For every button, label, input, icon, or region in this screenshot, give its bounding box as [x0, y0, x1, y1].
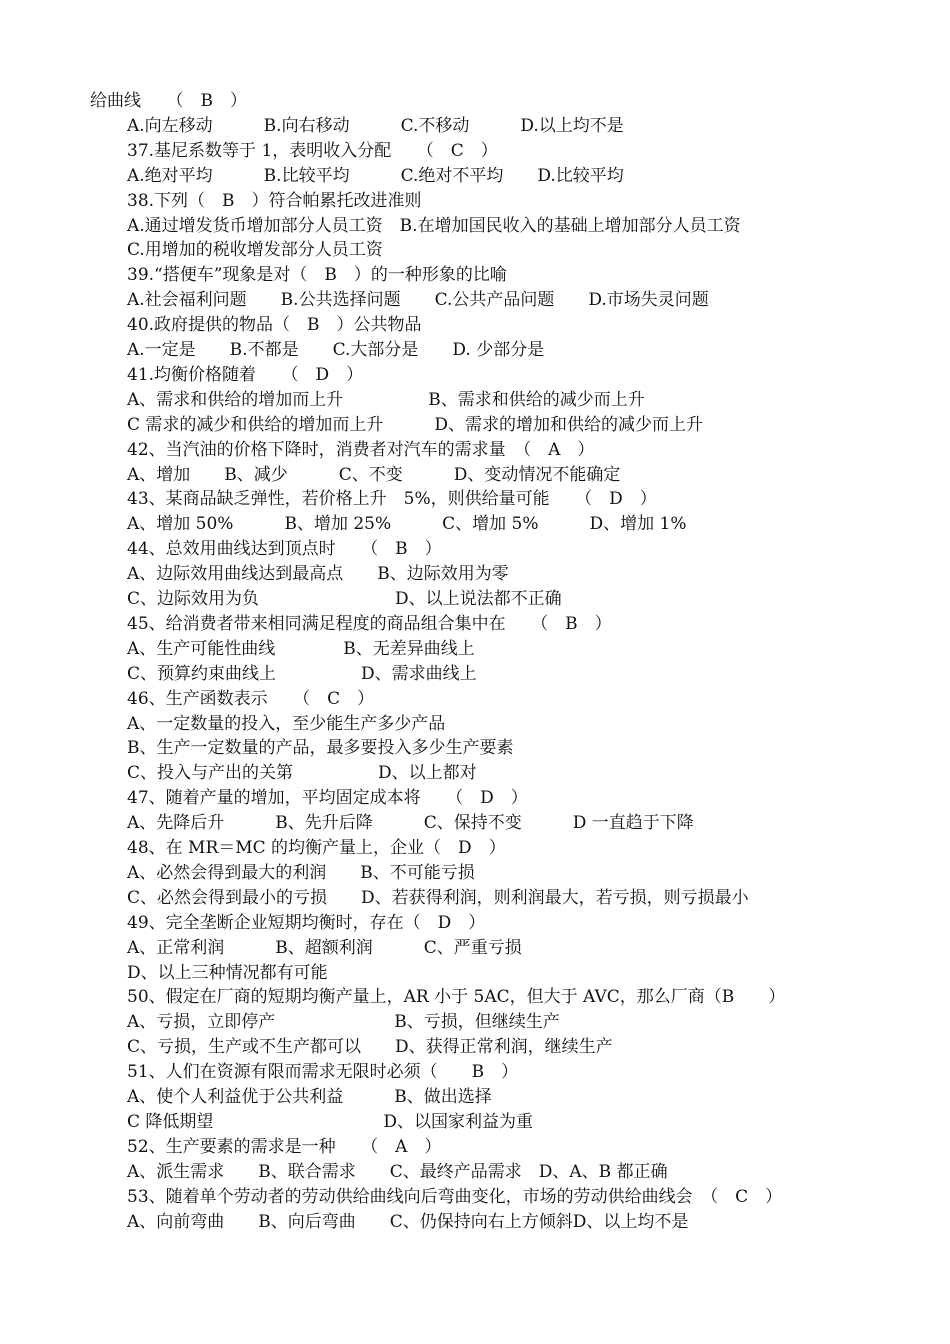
- document-line: B、生产一定数量的产品，最多要投入多少生产要素: [127, 738, 514, 759]
- document-line: 41.均衡价格随着 （ D ）: [127, 364, 364, 385]
- document-line: A、使个人利益优于公共利益 B、做出选择: [127, 1087, 492, 1107]
- document-line: D、以上三种情况都有可能: [127, 962, 328, 983]
- document-line: A.通过增发货币增加部分人员工资 B.在增加国民收入的基础上增加部分人员工资: [127, 215, 741, 236]
- document-line: 38.下列（ B ）符合帕累托改进准则: [127, 190, 422, 211]
- document-line: C、必然会得到最小的亏损 D、若获得利润，则利润最大，若亏损，则亏损最小: [127, 887, 749, 908]
- document-line: A、先降后升 B、先升后降 C、保持不变 D 一直趋于下降: [127, 813, 694, 834]
- document-line: 49、完全垄断企业短期均衡时，存在（ D ）: [127, 912, 486, 933]
- document-line: A、需求和供给的增加而上升 B、需求和供给的减少而上升: [127, 389, 645, 410]
- document-line: 43、某商品缺乏弹性，若价格上升 5%，则供给量可能 （ D ）: [127, 489, 657, 510]
- document-line: A、必然会得到最大的利润 B、不可能亏损: [127, 862, 475, 883]
- document-line: 53、随着单个劳动者的劳动供给曲线向后弯曲变化，市场的劳动供给曲线会 （ C ）: [127, 1186, 783, 1207]
- document-line: A.绝对平均 B.比较平均 C.绝对不平均 D.比较平均: [127, 165, 624, 186]
- document-line: A、增加 50% B、增加 25% C、增加 5% D、增加 1%: [127, 514, 687, 535]
- document-line: C、亏损，生产或不生产都可以 D、获得正常利润，继续生产: [127, 1037, 613, 1058]
- document-line: C 需求的减少和供给的增加而上升 D、需求的增加和供给的减少而上升: [127, 414, 704, 435]
- document-line: 44、总效用曲线达到顶点时 （ B ）: [127, 539, 442, 560]
- document-line: A、增加 B、减少 C、不变 D、变动情况不能确定: [127, 464, 621, 485]
- document-line: 47、随着产量的增加，平均固定成本将 （ D ）: [127, 788, 528, 809]
- document-line: C、预算约束曲线上 D、需求曲线上: [127, 663, 477, 684]
- document-line: C、边际效用为负 D、以上说法都不正确: [127, 589, 562, 609]
- document-line: A.向左移动 B.向右移动 C.不移动 D.以上均不是: [127, 115, 624, 136]
- document-line: A、派生需求 B、联合需求 C、最终产品需求 D、A、B 都正确: [127, 1161, 668, 1182]
- document-line: A、亏损，立即停产 B、亏损，但继续生产: [127, 1012, 560, 1033]
- document-line: C 降低期望 D、以国家利益为重: [127, 1111, 534, 1132]
- document-line: A.社会福利问题 B.公共选择问题 C.公共产品问题 D.市场失灵问题: [127, 290, 709, 311]
- document-line: 48、在 MR＝MC 的均衡产量上，企业（ D ）: [127, 838, 506, 858]
- document-line: A、边际效用曲线达到最高点 B、边际效用为零: [127, 564, 509, 585]
- document-line: A、向前弯曲 B、向后弯曲 C、仍保持向右上方倾斜D、以上均不是: [127, 1211, 689, 1232]
- document-line: 42、当汽油的价格下降时，消费者对汽车的需求量 （ A ）: [127, 439, 595, 460]
- document-line: 46、生产函数表示 （ C ）: [127, 688, 375, 709]
- document-line: 39.“搭便车”现象是对（ B ）的一种形象的比喻: [127, 265, 507, 286]
- document-line: 51、人们在资源有限而需求无限时必须（ B ）: [127, 1062, 519, 1083]
- document-line: 52、生产要素的需求是一种 （ A ）: [127, 1136, 442, 1157]
- document-line: C.用增加的税收增发部分人员工资: [127, 240, 383, 261]
- document-line: A、生产可能性曲线 B、无差异曲线上: [127, 638, 475, 659]
- document-line: 37.基尼系数等于 1，表明收入分配 （ C ）: [127, 140, 498, 161]
- document-line: 50、假定在厂商的短期均衡产量上，AR 小于 5AC，但大于 AVC，那么厂商（B ）: [127, 987, 786, 1008]
- document-line: 45、给消费者带来相同满足程度的商品组合集中在 （ B ）: [127, 613, 612, 634]
- document-line: A.一定是 B.不都是 C.大部分是 D. 少部分是: [127, 340, 545, 360]
- document-line: A、正常利润 B、超额利润 C、严重亏损: [127, 937, 522, 958]
- document-line: A、一定数量的投入，至少能生产多少产品: [127, 713, 446, 734]
- document-line: 40.政府提供的物品（ B ）公共物品: [127, 315, 422, 336]
- question-continuation-line: 给曲线 （ B ）: [90, 91, 247, 111]
- document-line: C、投入与产出的关第 D、以上都对: [127, 763, 477, 784]
